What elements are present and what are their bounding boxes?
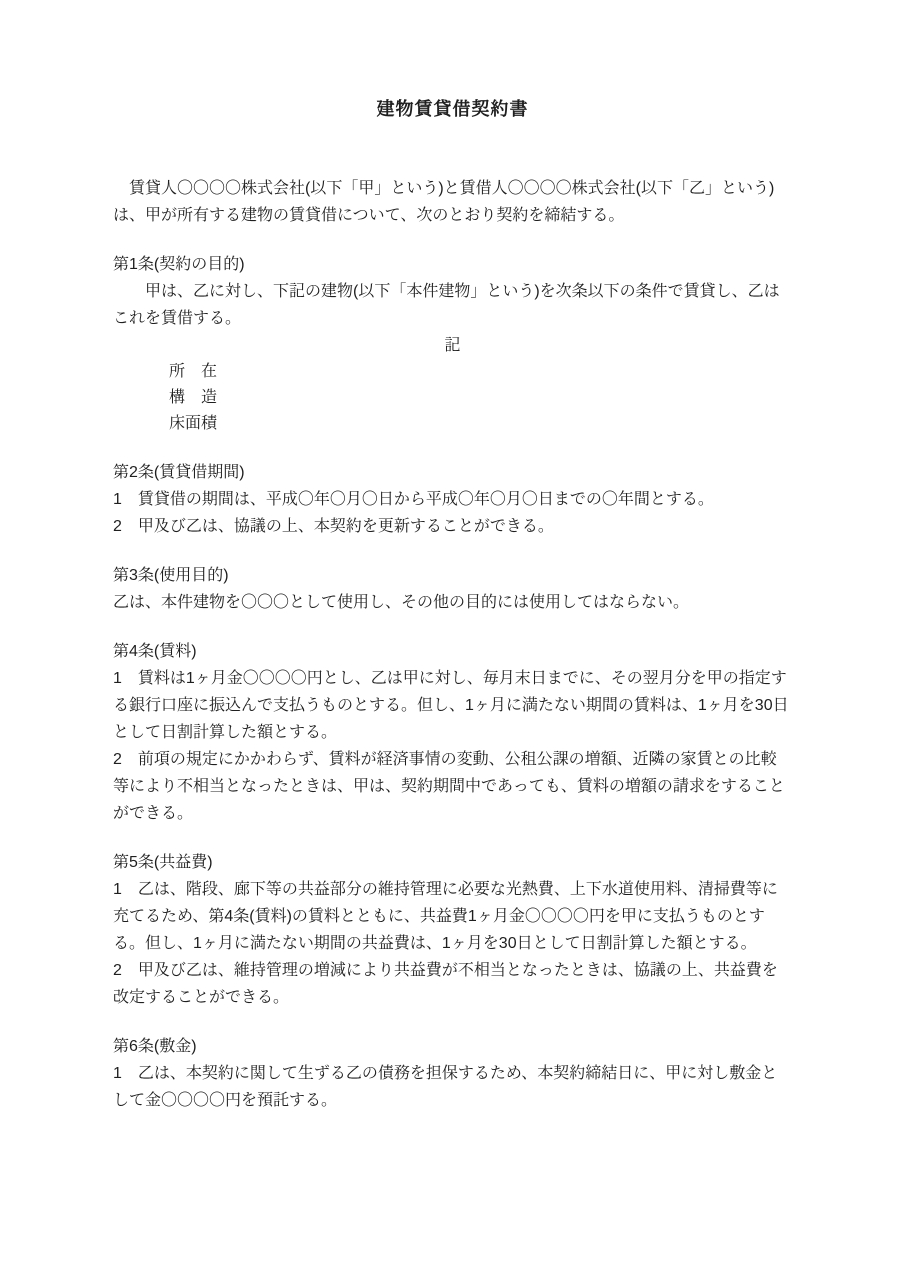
property-details-list xyxy=(113,359,792,437)
article-2-heading: 第2条(賃貸借期間) xyxy=(113,464,245,481)
property-detail-structure: 構 造 xyxy=(169,389,218,406)
article-4-paragraph-1: 1 賃料は1ヶ月金〇〇〇〇円とし、乙は甲に対し、毎月末日までに、その翌月分を甲の指定する銀行口座に振込んで支払うものとする。但し、1ヶ月に満たない期間の賃料は、1ヶ月を30日として日割計算した額とする。 xyxy=(113,670,789,741)
article-3 xyxy=(113,562,792,616)
article-4-heading: 第4条(賃料) xyxy=(113,643,197,660)
property-detail-floor-area: 床面積 xyxy=(169,415,218,432)
article-4 xyxy=(113,638,792,827)
article-6-paragraph-1: 1 乙は、本契約に関して生ずる乙の債務を担保するため、本契約締結日に、甲に対し敷金として金〇〇〇〇円を預託する。 xyxy=(113,1065,778,1109)
article-5-paragraph-2: 2 甲及び乙は、維持管理の増減により共益費が不相当となったときは、協議の上、共益費を改定することができる。 xyxy=(113,962,778,1006)
article-6-heading: 第6条(敷金) xyxy=(113,1038,197,1055)
article-4-paragraph-2: 2 前項の規定にかかわらず、賃料が経済事情の変動、公租公課の増額、近隣の家賃との比較等により不相当となったときは、甲は、契約期間中であっても、賃料の増額の請求をすることができる。 xyxy=(113,751,785,822)
article-5 xyxy=(113,849,792,1011)
article-6 xyxy=(113,1033,792,1114)
note-marker: 記 xyxy=(444,337,461,354)
article-2-paragraph-2: 2 甲及び乙は、協議の上、本契約を更新することができる。 xyxy=(113,518,554,535)
article-5-heading: 第5条(共益費) xyxy=(113,854,213,871)
article-1-paragraph-1: 甲は、乙に対し、下記の建物(以下「本件建物」という)を次条以下の条件で賃貸し、乙はこれを賃借する。 xyxy=(113,283,780,327)
article-2-paragraph-1: 1 賃貸借の期間は、平成〇年〇月〇日から平成〇年〇月〇日までの〇年間とする。 xyxy=(113,491,714,508)
article-3-paragraph-1: 乙は、本件建物を〇〇〇として使用し、その他の目的には使用してはならない。 xyxy=(113,594,690,611)
article-5-paragraph-1: 1 乙は、階段、廊下等の共益部分の維持管理に必要な光熱費、上下水道使用料、清掃費等に充てるため、第4条(賃料)の賃料とともに、共益費1ヶ月金〇〇〇〇円を甲に支払うものとする。但し、1ヶ月に満たない期間の共益費は、1ヶ月を30日として日割計算した額とする。 xyxy=(113,881,778,952)
document-title: 建物賃貸借契約書 xyxy=(376,99,529,119)
property-detail-location: 所 在 xyxy=(169,363,218,380)
preamble-paragraph: 賃貸人〇〇〇〇株式会社(以下「甲」という)と賃借人〇〇〇〇株式会社(以下「乙」という)は、甲が所有する建物の賃貸借について、次のとおり契約を締結する。 xyxy=(113,180,775,224)
article-1-heading: 第1条(契約の目的) xyxy=(113,256,245,273)
article-2 xyxy=(113,459,792,540)
article-1 xyxy=(113,251,792,437)
article-3-heading: 第3条(使用目的) xyxy=(113,567,229,584)
